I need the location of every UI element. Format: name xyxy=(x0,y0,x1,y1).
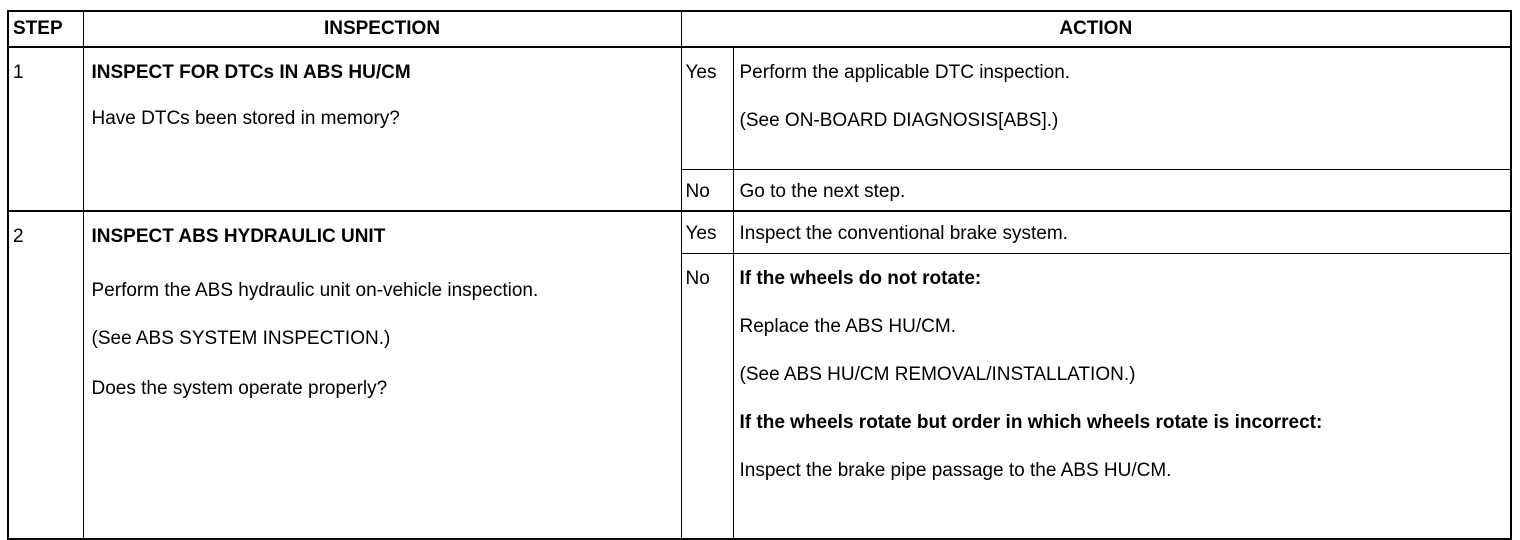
inspection-cell xyxy=(83,211,681,539)
diagnostic-table xyxy=(7,10,1512,540)
no-label: No xyxy=(681,169,733,211)
step-number: 1 xyxy=(8,47,83,211)
action-line: Replace the ABS HU/CM. xyxy=(739,315,956,337)
yes-label: Yes xyxy=(681,47,733,169)
inspection-question: Have DTCs been stored in memory? xyxy=(91,108,400,129)
inspection-reference: (See ABS SYSTEM INSPECTION.) xyxy=(91,328,391,349)
inspection-question: Does the system operate properly? xyxy=(91,378,388,399)
action-line: Go to the next step. xyxy=(739,180,906,202)
action-reference: (See ABS HU/CM REMOVAL/INSTALLATION.) xyxy=(739,363,1136,385)
no-action-cell xyxy=(733,169,1511,211)
inspection-title: INSPECT FOR DTCs IN ABS HU/CM xyxy=(91,62,411,83)
condition-heading: If the wheels rotate but order in which wheels rotate is incorrect: xyxy=(739,411,1323,433)
no-action-cell xyxy=(733,253,1511,539)
action-line: Perform the applicable DTC inspection. xyxy=(739,62,1071,83)
header-inspection: INSPECTION xyxy=(83,11,681,47)
condition-heading: If the wheels do not rotate: xyxy=(739,267,982,289)
header-action: ACTION xyxy=(681,11,1511,47)
yes-action-cell xyxy=(733,211,1511,253)
inspection-procedure: Perform the ABS hydraulic unit on-vehicle inspection. xyxy=(91,280,539,301)
yes-action-cell xyxy=(733,47,1511,169)
header-row xyxy=(8,11,1511,47)
action-reference: (See ON-BOARD DIAGNOSIS[ABS].) xyxy=(739,110,1059,131)
header-step: STEP xyxy=(8,11,83,47)
action-line: Inspect the brake pipe passage to the ABS HU/CM. xyxy=(739,459,1172,481)
yes-label: Yes xyxy=(681,211,733,253)
step-number: 2 xyxy=(8,211,83,539)
no-label: No xyxy=(681,253,733,539)
table-row xyxy=(8,47,1511,169)
inspection-cell xyxy=(83,47,681,211)
inspection-title: INSPECT ABS HYDRAULIC UNIT xyxy=(91,226,386,247)
action-line: Inspect the conventional brake system. xyxy=(739,223,1068,244)
table-row xyxy=(8,211,1511,253)
